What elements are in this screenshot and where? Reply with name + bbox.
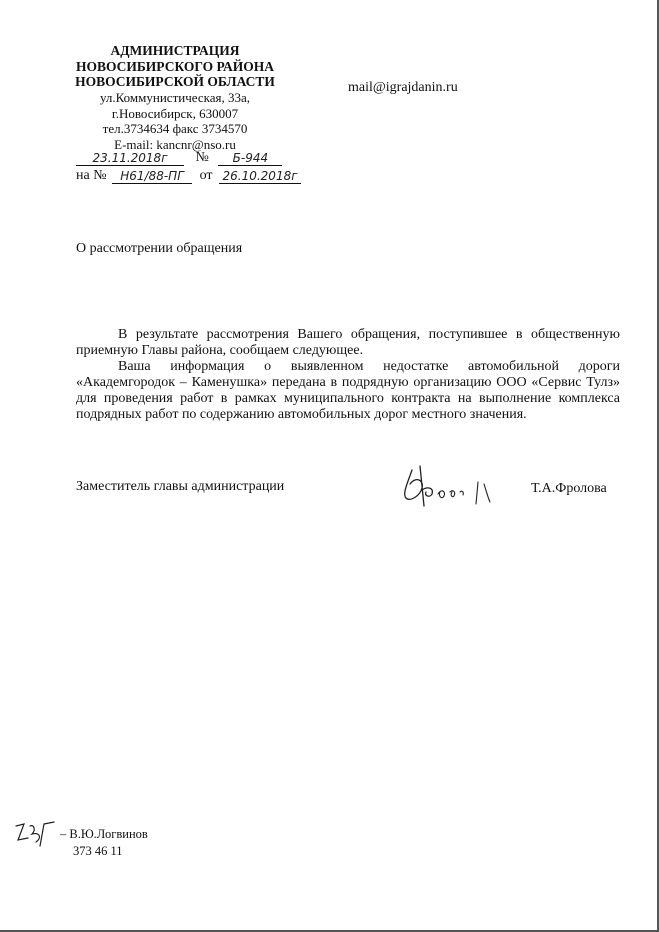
registration-date-line	[76, 150, 282, 166]
executor-name: – В.Ю.Логвинов	[60, 827, 148, 841]
registration-number-label: №	[195, 150, 209, 165]
signatory-name: Т.А.Фролова	[531, 481, 607, 496]
handwritten-signature-icon	[398, 462, 508, 512]
reference-from-label: от	[199, 168, 213, 183]
organization-name	[60, 43, 290, 90]
executor-phone: 373 46 11	[73, 844, 123, 858]
letter-body	[76, 327, 620, 423]
reference-label: на №	[76, 168, 107, 183]
org-line-3: НОВОСИБИРСКОЙ ОБЛАСТИ	[75, 74, 275, 89]
org-line-2: НОВОСИБИРСКОГО РАЙОНА	[75, 58, 275, 74]
address-street: ул.Коммунистическая, 33а,	[99, 90, 250, 105]
org-line-1: АДМИНИСТРАЦИЯ	[110, 43, 240, 58]
reference-date: 26.10.2018г	[219, 168, 301, 184]
executor-initials-signature-icon	[14, 820, 62, 852]
address-city: г.Новосибирск, 630007	[111, 105, 239, 121]
registration-date: 23.11.2018г	[76, 150, 184, 166]
signatory-position: Заместитель главы администрации	[76, 479, 285, 494]
registration-number: Б-944	[218, 150, 282, 166]
reference-line	[76, 168, 301, 184]
body-paragraph-1: В результате рассмотрения Вашего обращения, поступившее в общественную приемную Главы района, сообщаем следующее.	[76, 327, 620, 358]
recipient-email: mail@igrajdanin.ru	[348, 80, 458, 95]
reference-number: Н61/88-ПГ	[112, 168, 192, 184]
letter-subject: О рассмотрении обращения	[76, 241, 243, 256]
body-paragraph-2: Ваша информация о выявленном недостатке автомобильной дороги «Академгородок – Каменушка» передана в подрядную организацию ООО «Сервис Тулз» для проведения работ в рамках муниципального контракта на выполнение комплекса подрядных работ по содержанию автомобильных дорог местного значения.	[76, 359, 620, 422]
organization-address	[60, 90, 290, 152]
address-phone: тел.3734634 факс 3734570	[102, 121, 248, 137]
address-email: E-mail: kancnr@nso.ru	[114, 136, 236, 152]
